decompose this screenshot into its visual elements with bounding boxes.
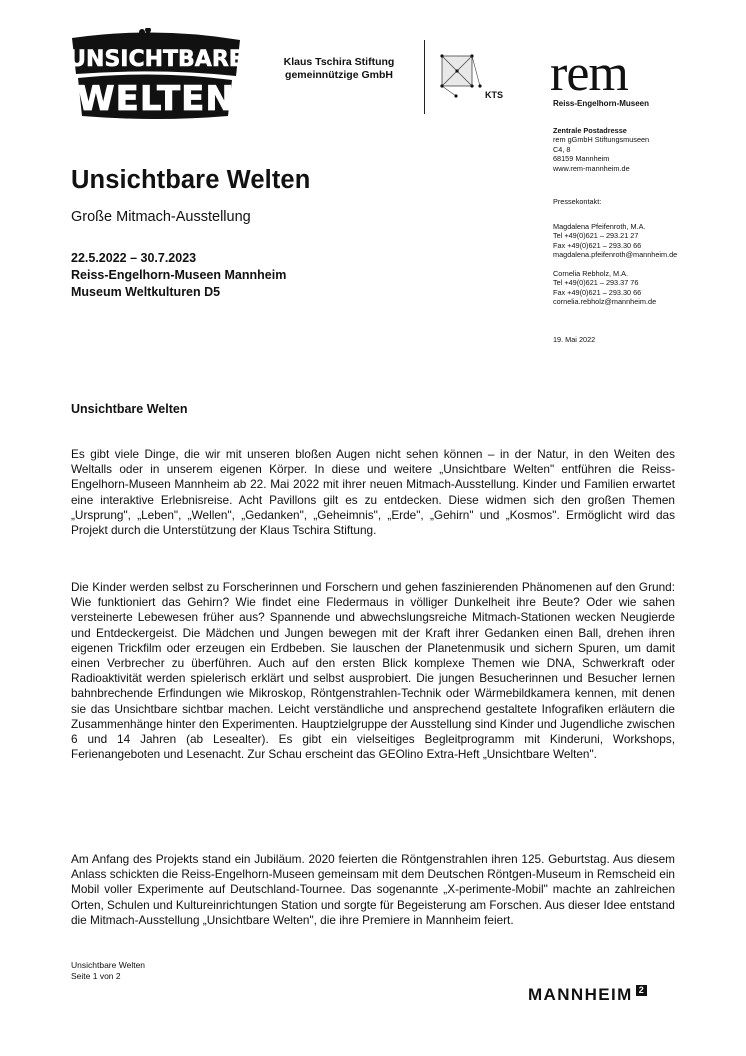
kts-name — [262, 56, 416, 82]
contact-name: Cornelia Rebholz, M.A. — [553, 269, 629, 278]
contact-fax: Fax +49(0)621 – 293.30 66 — [553, 240, 642, 250]
kts-line1: Klaus Tschira Stiftung — [283, 56, 395, 68]
kts-graphic-icon — [436, 50, 486, 100]
address-block — [553, 126, 733, 173]
website-link[interactable]: www.rem-mannheim.de — [553, 163, 630, 173]
section-heading: Unsichtbare Welten — [71, 402, 188, 416]
address-line: rem gGmbH Stiftungsmuseen — [553, 135, 650, 145]
kts-divider — [424, 40, 425, 114]
kts-label: KTS — [485, 90, 503, 100]
page-subtitle: Große Mitmach-Ausstellung — [71, 209, 251, 225]
footer-doc-title: Unsichtbare Welten — [71, 960, 146, 970]
kts-line2: gemeinnützige GmbH — [285, 69, 393, 81]
contact-1 — [553, 222, 733, 260]
address-line: 68159 Mannheim — [553, 154, 610, 164]
mannheim-logo-mark: 2 — [636, 985, 647, 996]
contact-email[interactable]: cornelia.rebholz@mannheim.de — [553, 297, 657, 307]
address-line: C4, 8 — [553, 144, 571, 154]
event-venue: Reiss-Engelhorn-Museen Mannheim — [71, 268, 287, 282]
press-date: 19. Mai 2022 — [553, 335, 596, 344]
page-title: Unsichtbare Welten — [71, 166, 311, 194]
event-meta — [71, 250, 286, 301]
rem-subtitle: Reiss-Engelhorn-Museen — [553, 99, 650, 108]
paragraph: Am Anfang des Projekts stand ein Jubiläum. 2020 feierten die Röntgenstrahlen ihren 125. Geburtstag. Aus diesem Anlass schickten die Reiss-Engelhorn-Museen gemeinsam mit dem Deutschen Röntgen-Museum in Remscheid ein Mobil voller Experimente auf Deutschland-Tournee. Das sogenannte „X-perimente-Mobil" machte an zahlreichen Orten, Schulen und Kultureinrichtungen Station und sorgte für Begeisterung am Forschen. Aus dieser Idee entstand die Mitmach-Ausstellung „Unsichtbare Welten", die ihre Premiere in Mannheim feiert. — [71, 852, 675, 927]
event-dates: 22.5.2022 – 30.7.2023 — [71, 251, 197, 265]
unsichtbare-welten-logo — [68, 28, 244, 120]
contact-phone: Tel +49(0)621 – 293.37 76 — [553, 278, 639, 288]
contact-phone: Tel +49(0)621 – 293.21 27 — [553, 231, 639, 241]
logo-text-top: UNSICHTBARE — [68, 47, 244, 72]
mannheim-logo — [528, 985, 647, 1005]
contact-2 — [553, 269, 733, 307]
paragraph: Es gibt viele Dinge, die wir mit unseren bloßen Augen nicht sehen können – in der Natur, in den Weiten des Weltalls oder in unserem eigenen Körper. In diese und weitere „Unsichtbare Welten" entführen die Reiss-Engelhorn-Museen Mannheim ab 22. Mai 2022 mit ihrer neuen Mitmach-Ausstellung. Kinder und Familien erwartet eine interaktive Erlebnisreise. Acht Pavillons gilt es zu entdecken. Diese widmen sich den großen Themen „Ursprung", „Leben", „Wellen", „Gedanken", „Geheimnis", „Erde", „Gehirn" und „Kosmos". Ermöglicht wird das Projekt durch die Unterstützung der Klaus Tschira Stiftung. — [71, 447, 675, 538]
footer-page-number: Seite 1 von 2 — [71, 970, 121, 981]
mannheim-logo-text: MANNHEIM — [528, 985, 633, 1004]
paragraph: Die Kinder werden selbst zu Forscherinnen und Forschern und gehen faszinierenden Phänomenen auf den Grund: Wie funktioniert das Gehirn? Wie findet eine Fledermaus in völliger Dunkelheit ihre Beute? Oder wie sahen versteinerte Lebewesen früher aus? Spannende und abwechslungsreiche Mitmach-Stationen wecken Neugierde und Entdeckergeist. Die Mädchen und Jungen bewegen mit der Kraft ihrer Gedanken einen Ball, drehen ihren eigenen Trickfilm oder erzeugen ein Erdbeben. Sie lauschen der Planetenmusik und sichern Spuren, um damit einen Verbrecher zu überführen. Auch auf den ersten Blick komplexe Themen wie DNA, Schwerkraft oder Radioaktivität werden spielerisch erklärt und selbst ausprobiert. Die jungen Besucherinnen und Besucher lernen bahnbrechende Erfindungen wie Mikroskop, Röntgenstrahlen-Technik oder Wärmebildkamera kennen, mit denen sie das Unsichtbare sichtbar machen. Leicht verständliche und ansprechend gestaltete Infografiken erläutern die Zusammenhänge hinter den Experimenten. Hauptzielgruppe der Ausstellung sind Kinder und Jugendliche zwischen 6 und 14 Jahren (ab Lesealter). Es gibt ein vielseitiges Begleitprogramm mit Kinderuni, Workshops, Ferienangeboten und Lesenacht. Zur Schau erscheint das GEOlino Extra-Heft „Unsichtbare Welten". — [71, 580, 675, 762]
event-location: Museum Weltkulturen D5 — [71, 285, 221, 299]
logo-text-bottom: WELTEN — [77, 79, 235, 119]
press-heading: Pressekontakt: — [553, 197, 602, 206]
rem-logo — [550, 48, 680, 96]
contact-email[interactable]: magdalena.pfeifenroth@mannheim.de — [553, 250, 678, 260]
address-heading: Zentrale Postadresse — [553, 126, 627, 135]
rem-logo-text: rem — [550, 48, 628, 96]
contact-name: Magdalena Pfeifenroth, M.A. — [553, 222, 646, 231]
contact-fax: Fax +49(0)621 – 293.30 66 — [553, 287, 642, 297]
footer — [71, 960, 145, 981]
